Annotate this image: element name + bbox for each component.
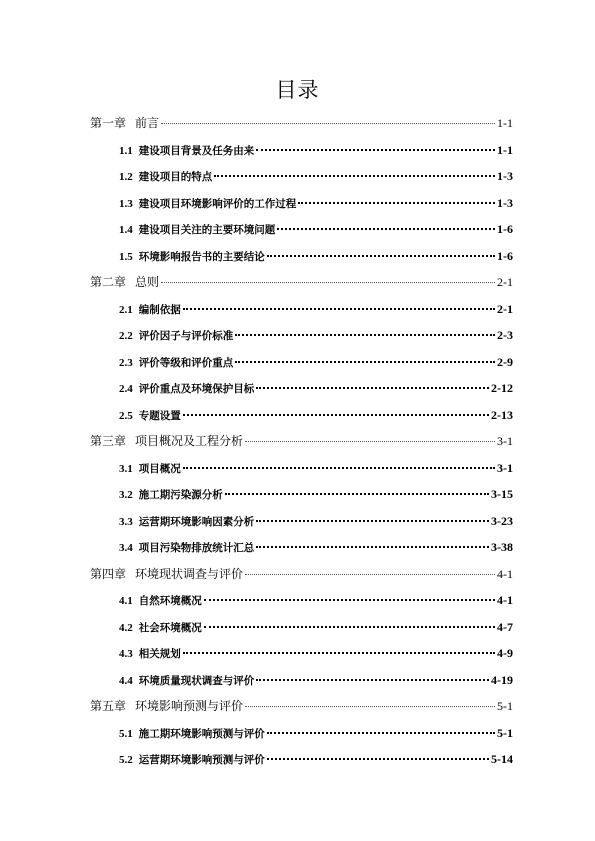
page-title: 目录 [275,78,320,102]
toc-section-entry[interactable] [90,402,513,429]
toc-entry-label: 前言 [135,116,160,130]
toc-entry-label: 自然环境概况 [138,595,202,607]
toc-dot-leader [256,387,489,389]
toc-section-entry[interactable] [90,322,513,349]
toc-dot-leader [267,255,495,257]
toc-entry-page: 4-9 [497,646,513,660]
toc-dot-leader [183,467,495,469]
toc-entry-label: 总则 [135,275,160,289]
toc-chapter-entry[interactable] [90,428,513,455]
toc-entry-label: 项目概况及工程分析 [135,434,244,448]
toc-entry-page: 5-1 [497,725,513,740]
toc-section-entry[interactable] [90,508,513,535]
toc-entry-page: 1-6 [497,248,513,263]
toc-entry-page: 4-7 [497,619,513,634]
toc-dot-leader [235,361,495,363]
toc-dot-leader [225,493,489,495]
toc-entry-label: 专题设置 [138,409,181,422]
toc-entry-number: 第五章 [90,699,127,713]
toc-entry-number: 4.4 [119,674,133,687]
toc-dot-leader [256,520,489,522]
toc-section-entry[interactable] [90,349,513,376]
toc-section-entry[interactable] [90,216,513,243]
toc-entry-label: 社会环境概况 [138,621,202,634]
toc-entry-label: 运营期环境影响因素分析 [138,515,255,528]
toc-entry-number: 1.4 [119,224,133,236]
toc-entry-number: 3.1 [119,462,133,475]
toc-entry-number: 3.4 [119,542,133,554]
toc-entry-label: 建设项目环境影响评价的工作过程 [138,197,297,210]
toc-dot-leader [277,228,495,230]
toc-dot-leader [183,652,495,654]
toc-entry-page: 1-3 [497,195,513,210]
toc-section-entry[interactable] [90,587,513,614]
toc-entry-number: 2.3 [119,356,133,369]
toc-entry-number: 4.3 [119,648,133,660]
toc-dot-leader [235,334,495,336]
toc-dot-leader [183,308,495,310]
toc-entry-number: 第三章 [90,434,127,448]
toc-entry-label: 建设项目背景及任务由来 [138,144,255,157]
toc-entry-number: 2.4 [119,383,133,395]
toc-entry-label: 项目污染物排放统计汇总 [138,542,255,554]
toc-entry-label: 相关规划 [138,648,181,660]
toc-dot-leader [256,149,495,151]
toc-entry-number: 2.1 [119,303,133,316]
toc-dot-leader [245,574,495,575]
toc-dot-leader [256,679,489,681]
toc-section-entry[interactable] [90,667,513,694]
toc-entry-page: 1-6 [497,222,513,236]
toc-entry-number: 第二章 [90,275,127,289]
toc-entry-page: 5-14 [491,752,513,766]
toc-dot-leader [161,282,495,283]
toc-entry-page: 3-38 [491,540,513,554]
toc-chapter-entry[interactable] [90,269,513,296]
toc-entry-number: 5.2 [119,754,133,766]
toc-section-entry[interactable] [90,534,513,561]
toc-entry-number: 2.2 [119,330,133,342]
toc-entry-number: 3.3 [119,515,133,528]
toc-dot-leader [267,732,495,734]
toc-section-entry[interactable] [90,640,513,667]
toc-entry-page: 5-1 [497,699,513,713]
toc-entry-page: 4-19 [491,672,513,687]
toc-entry-label: 项目概况 [138,462,181,475]
toc-entry-page: 2-1 [497,275,513,289]
toc-entry-page: 4-1 [497,566,513,581]
toc-chapter-entry[interactable] [90,561,513,588]
toc-dot-leader [183,414,489,416]
toc-entry-page: 1-1 [497,142,513,157]
toc-entry-page: 3-1 [497,460,513,475]
toc-section-entry[interactable] [90,720,513,747]
toc-section-entry[interactable] [90,481,513,508]
toc-entry-label: 环境影响报告书的主要结论 [138,250,265,263]
toc-entry-number: 第四章 [90,566,127,581]
table-of-contents [90,110,513,773]
toc-dot-leader [245,706,495,707]
toc-entry-label: 建设项目的特点 [138,171,213,183]
toc-section-entry[interactable] [90,375,513,402]
toc-entry-number: 4.1 [119,595,133,607]
toc-section-entry[interactable] [90,296,513,323]
toc-entry-number: 2.5 [119,409,133,422]
toc-chapter-entry[interactable] [90,693,513,720]
toc-entry-page: 3-15 [491,487,513,501]
toc-entry-label: 施工期污染源分析 [138,489,223,501]
toc-entry-page: 1-1 [497,116,513,130]
toc-entry-label: 评价因子与评价标准 [138,330,234,342]
toc-entry-page: 3-1 [497,434,513,448]
toc-entry-page: 2-13 [491,407,513,422]
toc-entry-number: 1.5 [119,250,133,263]
toc-section-entry[interactable] [90,746,513,773]
toc-entry-number: 1.2 [119,171,133,183]
toc-entry-number: 5.1 [119,727,133,740]
toc-dot-leader [204,626,495,628]
toc-entry-label: 建设项目关注的主要环境问题 [138,224,276,236]
toc-entry-page: 2-3 [497,328,513,342]
toc-entry-label: 环境现状调查与评价 [135,566,244,581]
toc-entry-label: 评价等级和评价重点 [138,356,234,369]
toc-entry-label: 评价重点及环境保护目标 [138,383,255,395]
toc-entry-label: 环境影响预测与评价 [135,699,244,713]
toc-section-entry[interactable] [90,163,513,190]
toc-dot-leader [267,758,489,760]
toc-entry-number: 1.1 [119,144,133,157]
toc-entry-page: 4-1 [497,593,513,607]
toc-dot-leader [161,123,495,124]
toc-entry-label: 环境质量现状调查与评价 [138,674,255,687]
toc-section-entry[interactable] [90,190,513,217]
toc-entry-number: 第一章 [90,116,127,130]
toc-entry-page: 2-9 [497,354,513,369]
toc-entry-number: 1.3 [119,197,133,210]
toc-entry-page: 1-3 [497,169,513,183]
toc-dot-leader [214,175,495,177]
toc-dot-leader [245,441,495,442]
toc-entry-number: 3.2 [119,489,133,501]
toc-dot-leader [298,202,495,204]
toc-dot-leader [256,546,489,548]
toc-section-entry[interactable] [90,137,513,164]
toc-section-entry[interactable] [90,243,513,270]
toc-entry-number: 4.2 [119,621,133,634]
toc-section-entry[interactable] [90,455,513,482]
toc-chapter-entry[interactable] [90,110,513,137]
toc-entry-label: 施工期环境影响预测与评价 [138,727,265,740]
toc-entry-label: 运营期环境影响预测与评价 [138,754,265,766]
toc-dot-leader [204,599,495,601]
toc-entry-page: 3-23 [491,513,513,528]
toc-entry-page: 2-1 [497,301,513,316]
toc-entry-page: 2-12 [491,381,513,395]
toc-entry-label: 编制依据 [138,303,181,316]
toc-section-entry[interactable] [90,614,513,641]
